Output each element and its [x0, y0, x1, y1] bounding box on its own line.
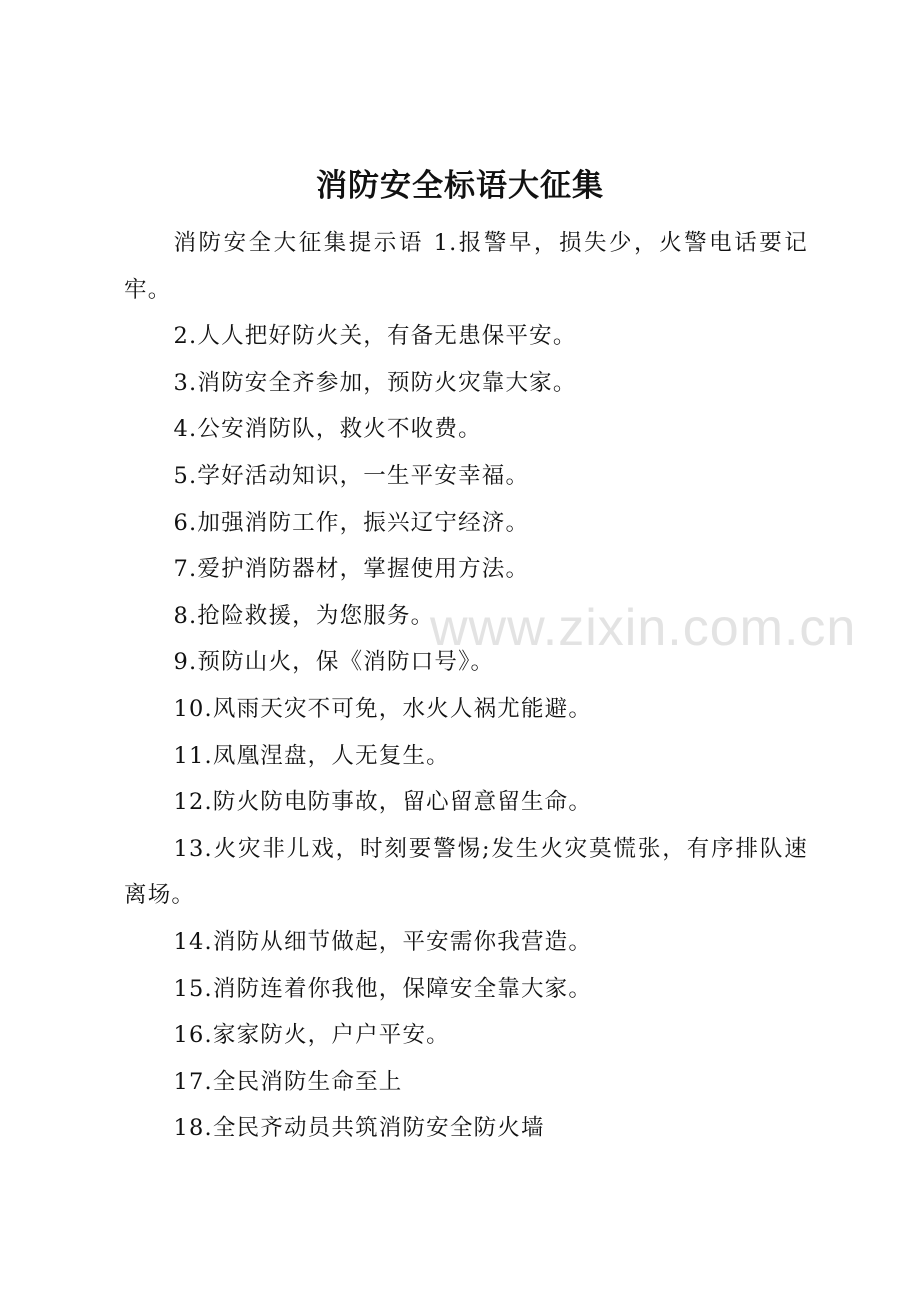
paragraph: 7.爱护消防器材，掌握使用方法。	[173, 556, 530, 583]
paragraph: 10.风雨天灾不可免，水火人祸尤能避。	[173, 695, 593, 722]
page-title: 消防安全标语大征集	[316, 168, 604, 204]
paragraph: 12.防火防电防事故，留心留意留生命。	[173, 789, 593, 816]
paragraph: 9.预防山火，保《消防口号》。	[173, 649, 495, 676]
paragraph: 4.公安消防队，救火不收费。	[173, 416, 482, 443]
paragraph: 8.抢险救援，为您服务。	[173, 602, 435, 629]
paragraph: 2.人人把好防火关，有备无患保平安。	[173, 323, 577, 350]
paragraph: 3.消防安全齐参加，预防火灾靠大家。	[173, 369, 577, 396]
paragraph: 17.全民消防生命至上	[173, 1068, 403, 1095]
paragraph: 18.全民齐动员共筑消防安全防火墙	[173, 1115, 545, 1142]
paragraph: 14.消防从细节做起，平安需你我营造。	[173, 928, 593, 955]
paragraph: 13.火灾非儿戏，时刻要警惕;发生火灾莫慌张，有序排队速离场。	[124, 835, 808, 909]
document-body	[124, 220, 808, 1152]
paragraph: 11.凤凰涅盘，人无复生。	[173, 742, 450, 769]
watermark: www.zixin.com.cn	[430, 599, 857, 657]
paragraph: 消防安全大征集提示语 1.报警早，损失少，火警电话要记牢。	[124, 230, 808, 303]
paragraph: 15.消防连着你我他，保障安全靠大家。	[173, 975, 593, 1002]
paragraph: 16.家家防火，户户平安。	[173, 1022, 450, 1049]
paragraph: 5.学好活动知识，一生平安幸福。	[173, 462, 530, 489]
paragraph: 6.加强消防工作，振兴辽宁经济。	[173, 509, 530, 536]
